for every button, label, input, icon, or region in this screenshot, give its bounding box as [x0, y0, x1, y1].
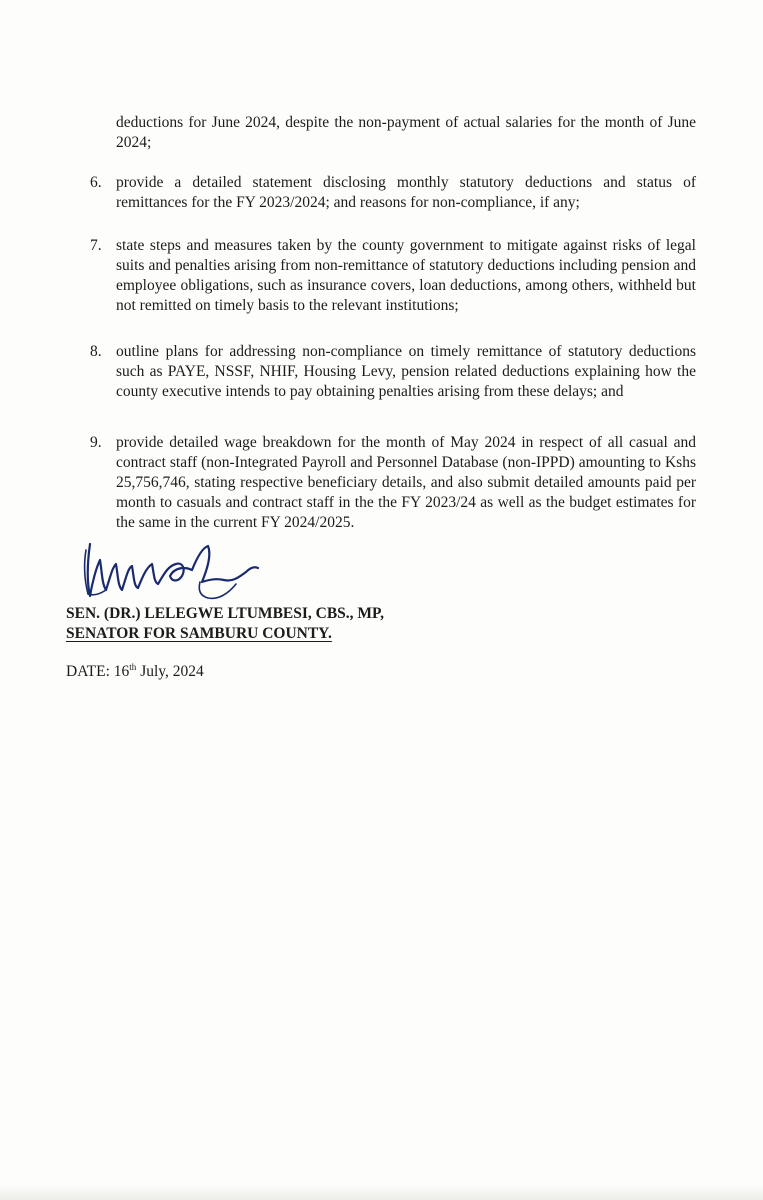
- date-day: 16: [113, 663, 130, 680]
- item-number: 7.: [90, 237, 102, 254]
- signer-name: SEN. (DR.) LELEGWE LTUMBESI, CBS., MP,: [66, 605, 384, 622]
- list-item-7: [90, 236, 696, 316]
- signer-title: SENATOR FOR SAMBURU COUNTY.: [66, 625, 332, 642]
- handwritten-signature: [78, 538, 268, 608]
- item-text: provide detailed wage breakdown for the month of May 2024 in respect of all casual and contract staff (non-Integrated Payroll and Personnel Database (non-IPPD) amounting to Kshs 25,756,746, stating respective beneficiary details, and also submit detailed amounts paid per month to casuals and contract staff in the the FY 2023/24 as well as the budget estimates for the same in the current FY 2024/2025.: [116, 434, 696, 531]
- item-number: 9.: [90, 434, 102, 451]
- list-item-9: [90, 433, 696, 533]
- list-item-8: [90, 342, 696, 402]
- continuation-paragraph: deductions for June 2024, despite the non-payment of actual salaries for the month of June 2024;: [116, 114, 696, 151]
- item-text: state steps and measures taken by the county government to mitigate against risks of legal suits and penalties arising from non-remittance of statutory deductions including pension and employee obligations, such as insurance covers, loan deductions, among others, withheld but not remitted on timely basis to the relevant institutions;: [116, 237, 696, 314]
- date-suffix: th: [129, 661, 137, 672]
- item-text: provide a detailed statement disclosing monthly statutory deductions and status of remittances for the FY 2023/2024; and reasons for non-compliance, if any;: [116, 174, 696, 211]
- date-line: [66, 662, 204, 682]
- date-label: DATE:: [66, 663, 110, 680]
- item-number: 8.: [90, 343, 102, 360]
- item-number: 6.: [90, 174, 102, 191]
- date-rest: July, 2024: [140, 663, 204, 680]
- item-text: outline plans for addressing non-compliance on timely remittance of statutory deductions such as PAYE, NSSF, NHIF, Housing Levy, pension related deductions explaining how the county executive intends to pay obtaining penalties arising from these delays; and: [116, 343, 696, 400]
- page-edge-shadow: [0, 1185, 763, 1200]
- list-item-6: [90, 173, 696, 213]
